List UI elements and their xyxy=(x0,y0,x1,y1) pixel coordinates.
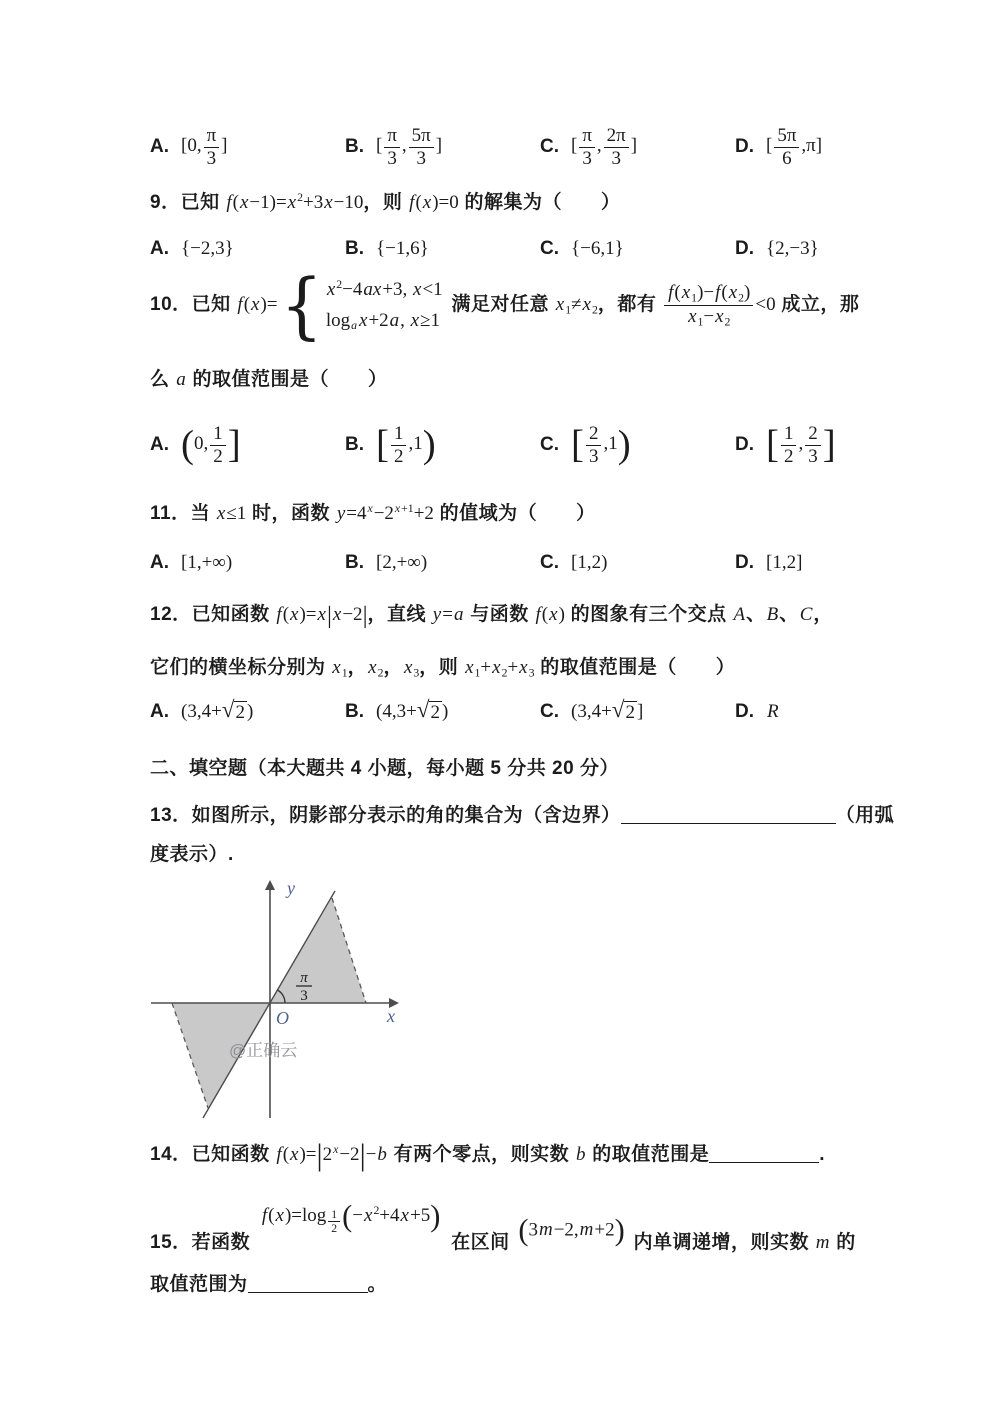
option-b xyxy=(345,125,540,169)
question-9-stem: 9．已知 $f(x-1)=x^2+3x-10$，则 f(x)=0 的解集为（ ） xyxy=(150,191,621,214)
option-b xyxy=(345,238,540,260)
question-15-stem-line-2: 取值范围为 。 xyxy=(150,1274,388,1295)
option-c xyxy=(540,552,735,574)
option-a-label: A. xyxy=(150,434,169,455)
option-b-value: [ $\frac{\pi}{3}$ , $\frac{5\pi}{3}$ ] xyxy=(376,125,443,169)
option-b-value: [2,+∞) xyxy=(376,552,428,573)
option-b-label: B. xyxy=(345,552,364,573)
y-axis-label: y xyxy=(287,878,295,898)
option-c-value: [ $\frac{2}{3}$ ,1) xyxy=(571,423,631,467)
question-13-stem-line-2: 度表示）. xyxy=(150,844,234,865)
question-11-options-row xyxy=(150,552,930,574)
question-15-function-formula: f(x)=log $\frac{1}{2}$ $(-x^2+4x+5)$ xyxy=(261,1198,441,1236)
option-a-label: A. xyxy=(150,238,169,259)
question-14-stem: 14．已知函数 $f(x)=|2^x-2|-b$ 有两个零点，则实数 b 的取值范围是 . xyxy=(150,1137,825,1172)
option-b-label: B. xyxy=(345,434,364,455)
option-d-label: D. xyxy=(735,136,754,157)
angle-value-denominator: 3 xyxy=(300,988,308,1004)
option-c-label: C. xyxy=(540,552,559,573)
question-10-options-row xyxy=(150,416,930,474)
option-c-label: C. xyxy=(540,136,559,157)
option-a xyxy=(150,125,345,169)
option-d xyxy=(735,423,930,467)
angle-region-diagram xyxy=(139,872,409,1122)
option-c-value: {−6,1} xyxy=(571,238,624,259)
option-b xyxy=(345,697,540,724)
option-a-label: A. xyxy=(150,701,169,723)
option-c-value: (3,4+ √ 2 ] xyxy=(571,697,644,723)
option-a-label: A. xyxy=(150,136,169,157)
option-c xyxy=(540,125,735,169)
option-d xyxy=(735,238,930,260)
question-12-options-row xyxy=(150,697,930,724)
origin-label: O xyxy=(276,1008,289,1028)
option-c xyxy=(540,423,735,467)
option-d-label: D. xyxy=(735,701,754,723)
question-15-suffix: 内单调递增，则实数 m 的 xyxy=(633,1232,856,1254)
question-12-stem-line-2: 它们的横坐标分别为 x1，x2，x3，则 x1+x2+x3 的取值范围是（ ） xyxy=(150,657,736,680)
question-9-options-row xyxy=(150,238,930,260)
question-8-options-row xyxy=(150,121,930,173)
option-a-value: [1,+∞) xyxy=(181,552,233,573)
option-c xyxy=(540,238,735,260)
question-15-interval: (3m−2,m+2) xyxy=(518,1212,625,1247)
option-b-value: (4,3+ √ 2 ) xyxy=(376,697,449,723)
option-a-value: (0, $\frac{1}{2}$ ] xyxy=(181,423,241,467)
option-a xyxy=(150,423,345,467)
option-d-value: [1,2] xyxy=(766,552,803,573)
angle-value-numerator: π xyxy=(300,970,308,986)
option-a-value: (3,4+ √ 2 ) xyxy=(181,697,254,723)
option-c-label: C. xyxy=(540,701,559,723)
option-d xyxy=(735,552,930,574)
option-b-value: [ $\frac{1}{2}$ ,1) xyxy=(376,423,436,467)
option-d-value: R xyxy=(767,701,779,723)
option-a-value: [0, $\frac{\pi}{3}$ ] xyxy=(181,125,228,169)
option-b-label: B. xyxy=(345,136,364,157)
option-a xyxy=(150,697,345,724)
question-10-stem-line-2: 么 a 的取值范围是（ ） xyxy=(150,369,388,390)
y-axis-arrowhead xyxy=(265,880,275,890)
question-15-middle-text: 在区间 xyxy=(451,1232,510,1254)
option-c-label: C. xyxy=(540,434,559,455)
option-d xyxy=(735,701,930,723)
option-c-value: [1,2) xyxy=(571,552,608,573)
option-b xyxy=(345,423,540,467)
watermark-text: @正确云 xyxy=(229,1041,298,1060)
option-a-value: {−2,3} xyxy=(181,238,234,259)
option-b-label: B. xyxy=(345,238,364,259)
option-c-value: [ $\frac{\pi}{3}$ , $\frac{2\pi}{3}$ ] xyxy=(571,125,638,169)
question-10-stem-line-1: 10．已知 f(x)= { $x^2-4ax+3$, x<1 loga x+2a, x≥1 满足对任意 x1≠x2，都有 $\frac{f(x1)-f(x2)}{x1-x2}$ <0 成立，那 xyxy=(150,262,860,347)
question-13-stem-line-1: 13．如图所示，阴影部分表示的角的集合为（含边界） （用弧 xyxy=(150,805,895,826)
option-d-value: [ $\frac{1}{2}$ , $\frac{2}{3}$ ] xyxy=(766,423,836,467)
x-axis-label: x xyxy=(387,1006,395,1026)
question-13-figure xyxy=(139,872,409,1128)
option-a xyxy=(150,552,345,574)
option-d-label: D. xyxy=(735,238,754,259)
option-a-label: A. xyxy=(150,552,169,573)
option-b-label: B. xyxy=(345,701,364,723)
shaded-region-quadrant-1 xyxy=(270,898,366,1003)
option-d-label: D. xyxy=(735,552,754,573)
option-d-value: [ $\frac{5\pi}{6}$ ,π] xyxy=(766,125,823,169)
option-c-label: C. xyxy=(540,238,559,259)
option-d-label: D. xyxy=(735,434,754,455)
option-d-value: {2,−3} xyxy=(766,238,819,259)
question-15-prefix: 15．若函数 xyxy=(150,1232,251,1254)
question-12-stem-line-1: 12．已知函数 f(x)=x|x−2|，直线 y=a 与函数 f(x) 的图象有三个交点 A、B、C， xyxy=(150,602,833,630)
option-b-value: {−1,6} xyxy=(376,238,429,259)
option-a xyxy=(150,238,345,260)
question-15-stem-line-1 xyxy=(150,1198,856,1263)
section-2-header: 二、填空题（本大题共 4 小题，每小题 5 分共 20 分） xyxy=(150,758,619,779)
option-c xyxy=(540,697,735,724)
question-11-stem: 11．当 x≤1 时，函数 $y=4^x-2^{x+1}+2$ 的值域为（ ） xyxy=(150,502,596,525)
option-d xyxy=(735,125,930,169)
option-b xyxy=(345,552,540,574)
